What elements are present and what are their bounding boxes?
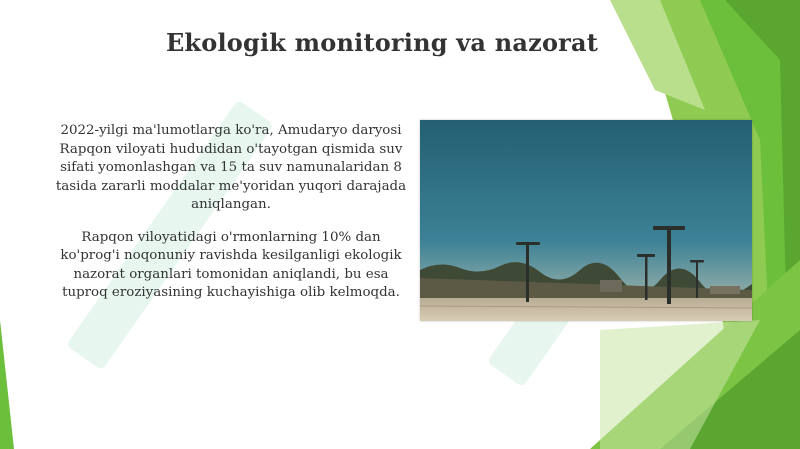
landscape-photo-icon: [420, 120, 752, 321]
slide-title: Ekologik monitoring va nazorat: [165, 28, 599, 57]
paragraph-forests: Rapqon viloyatidagi o'rmonlarning 10% dan ko'prog'i noqonuniy ravishda kesilganligi ekologik nazorat organlari tomonidan aniqlandi, bu esa tuproq eroziyasining kuchayishiga olib kelmoqda.: [60, 229, 402, 300]
slide-body: [52, 122, 410, 317]
paragraph-water-quality: 2022-yilgi ma'lumotlarga ko'ra, Amudaryo daryosi Rapqon viloyati hududidan o'tayotgan qismida suv sifati yomonlashgan va 15 ta suv namunalaridan 8 tasida zararli moddalar me'yoridan yuqori darajada aniqlangan.: [55, 123, 407, 212]
